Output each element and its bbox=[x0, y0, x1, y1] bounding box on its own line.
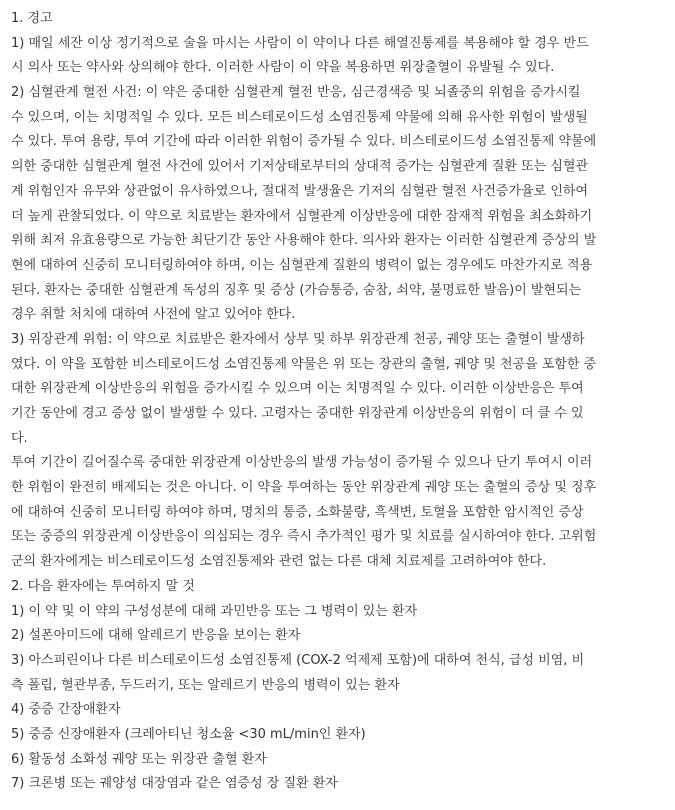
contraindication-item: 4) 중증 간장애환자 bbox=[11, 702, 121, 718]
warning-2-text: 현에 대하여 신중히 모니터링하여야 하며, 이는 심혈관계 질환의 병력이 없는 경우에도 마찬가지로 적용 bbox=[11, 257, 593, 273]
warning-3-text: 다. bbox=[11, 430, 28, 446]
contraindication-item: 3) 아스피린이나 다른 비스테로이드성 소염진통제 (COX-2 억제제 포함)에 대하여 천식, 급성 비염, 비 bbox=[11, 652, 585, 668]
warning-3-text: 에 대하여 신중히 모니터링 하여야 하며, 명치의 통증, 소화불량, 흑색변, 토혈을 포함한 암시적인 증상 bbox=[11, 504, 584, 520]
warning-2-text: 더 높게 관찰되었다. 이 약으로 치료받는 환자에서 심혈관계 이상반응에 대한 잠재적 위험을 최소화하기 bbox=[11, 208, 593, 224]
warning-2-text: 의한 중대한 심혈관계 혈전 사건에 있어서 기저상태로부터의 상대적 증가는 심혈관계 질환 또는 심혈관 bbox=[11, 159, 589, 175]
contraindication-item: 2) 설폰아미드에 대해 알레르기 반응을 보이는 환자 bbox=[11, 628, 301, 644]
warning-3-text: 투여 기간이 길어질수록 중대한 위장관계 이상반응의 발생 가능성이 증가될 수 있으나 단기 투여시 이러 bbox=[11, 455, 593, 471]
warning-2-text: 위해 최저 유효용량으로 가능한 최단기간 동안 사용해야 한다. 의사와 환자는 이러한 심혈관계 증상의 발 bbox=[11, 233, 597, 249]
contraindication-item: 5) 중증 신장애환자 (크레아티닌 청소율 <30 mL/min인 환자) bbox=[11, 726, 366, 742]
warning-1-text: 시 의사 또는 약사와 상의해야 한다. 이러한 사람이 이 약을 복용하면 위장출혈이 유발될 수 있다. bbox=[11, 60, 555, 76]
warning-3-text: 대한 위장관계 이상반응의 위험을 증가시킬 수 있으며 이는 치명적일 수 있다. 이러한 이상반응은 투여 bbox=[11, 381, 584, 397]
warning-2-text: 된다. 환자는 중대한 심혈관계 독성의 징후 및 증상 (가슴통증, 숨참, 쇠약, 불명료한 발음)이 발현되는 bbox=[11, 282, 582, 298]
contraindication-item: 6) 활동성 소화성 궤양 또는 위장관 출혈 환자 bbox=[11, 751, 267, 767]
warning-3-text: 군의 환자에게는 비스테로이드성 소염진통제와 관련 없는 다른 대체 치료제를 고려하여야 한다. bbox=[11, 554, 547, 570]
warning-2-text: 경우 취할 처치에 대하여 사전에 알고 있어야 한다. bbox=[11, 307, 296, 323]
warning-1-text: 1) 매일 세잔 이상 정기적으로 술을 마시는 사람이 이 약이나 다른 해열진통제를 복용해야 할 경우 반드 bbox=[11, 35, 589, 51]
warning-2-text: 수 있다. 투여 용량, 투여 기간에 따라 이러한 위험이 증가될 수 있다. 비스테로이드성 소염진통제 약물에 bbox=[11, 134, 597, 150]
section-heading-warnings: 1. 경고 bbox=[11, 11, 53, 26]
drug-label-document bbox=[11, 7, 671, 797]
warning-2-text: 수 있으며, 이는 치명적일 수 있다. 모든 비스테로이드성 소염진통제 약물에 의해 유사한 위험이 발생될 bbox=[11, 109, 588, 125]
warning-3-text: 기간 동안에 경고 증상 없이 발생할 수 있다. 고령자는 중대한 위장관계 이상반응의 위험이 더 클 수 있 bbox=[11, 406, 584, 421]
warning-2-text: 2) 심혈관계 혈전 사건: 이 약은 중대한 심혈관계 혈전 반응, 심근경색증 및 뇌졸중의 위험을 증가시킬 bbox=[11, 85, 581, 101]
section-heading-contraindications: 2. 다음 환자에는 투여하지 말 것 bbox=[11, 578, 195, 594]
contraindication-item: 측 폴립, 혈관부종, 두드러기, 또는 알레르기 반응의 병력이 있는 환자 bbox=[11, 677, 400, 693]
contraindication-item: 7) 크론병 또는 궤양성 대장염과 같은 염증성 장 질환 환자 bbox=[11, 776, 338, 792]
warning-2-text: 계 위험인자 유무와 상관없이 유사하였으나, 절대적 발생율은 기저의 심혈관 혈전 사건증가율로 인하여 bbox=[11, 183, 589, 199]
warning-3-text: 였다. 이 약을 포함한 비스테로이드성 소염진통제 약물은 위 또는 장관의 출혈, 궤양 및 천공을 포함한 중 bbox=[11, 356, 597, 372]
warning-3-text: 3) 위장관계 위험: 이 약으로 치료받은 환자에서 상부 및 하부 위장관계 천공, 궤양 또는 출혈이 발생하 bbox=[11, 331, 585, 347]
contraindication-item: 1) 이 약 및 이 약의 구성성분에 대해 과민반응 또는 그 병력이 있는 환자 bbox=[11, 603, 418, 619]
warning-3-text: 한 위험이 완전히 배제되는 것은 아니다. 이 약을 투여하는 동안 위장관계 궤양 또는 출혈의 증상 및 징후 bbox=[11, 480, 597, 496]
warning-3-text: 또는 중증의 위장관계 이상반응이 의심되는 경우 즉시 추가적인 평가 및 치료를 실시하여야 한다. 고위험 bbox=[11, 529, 597, 545]
